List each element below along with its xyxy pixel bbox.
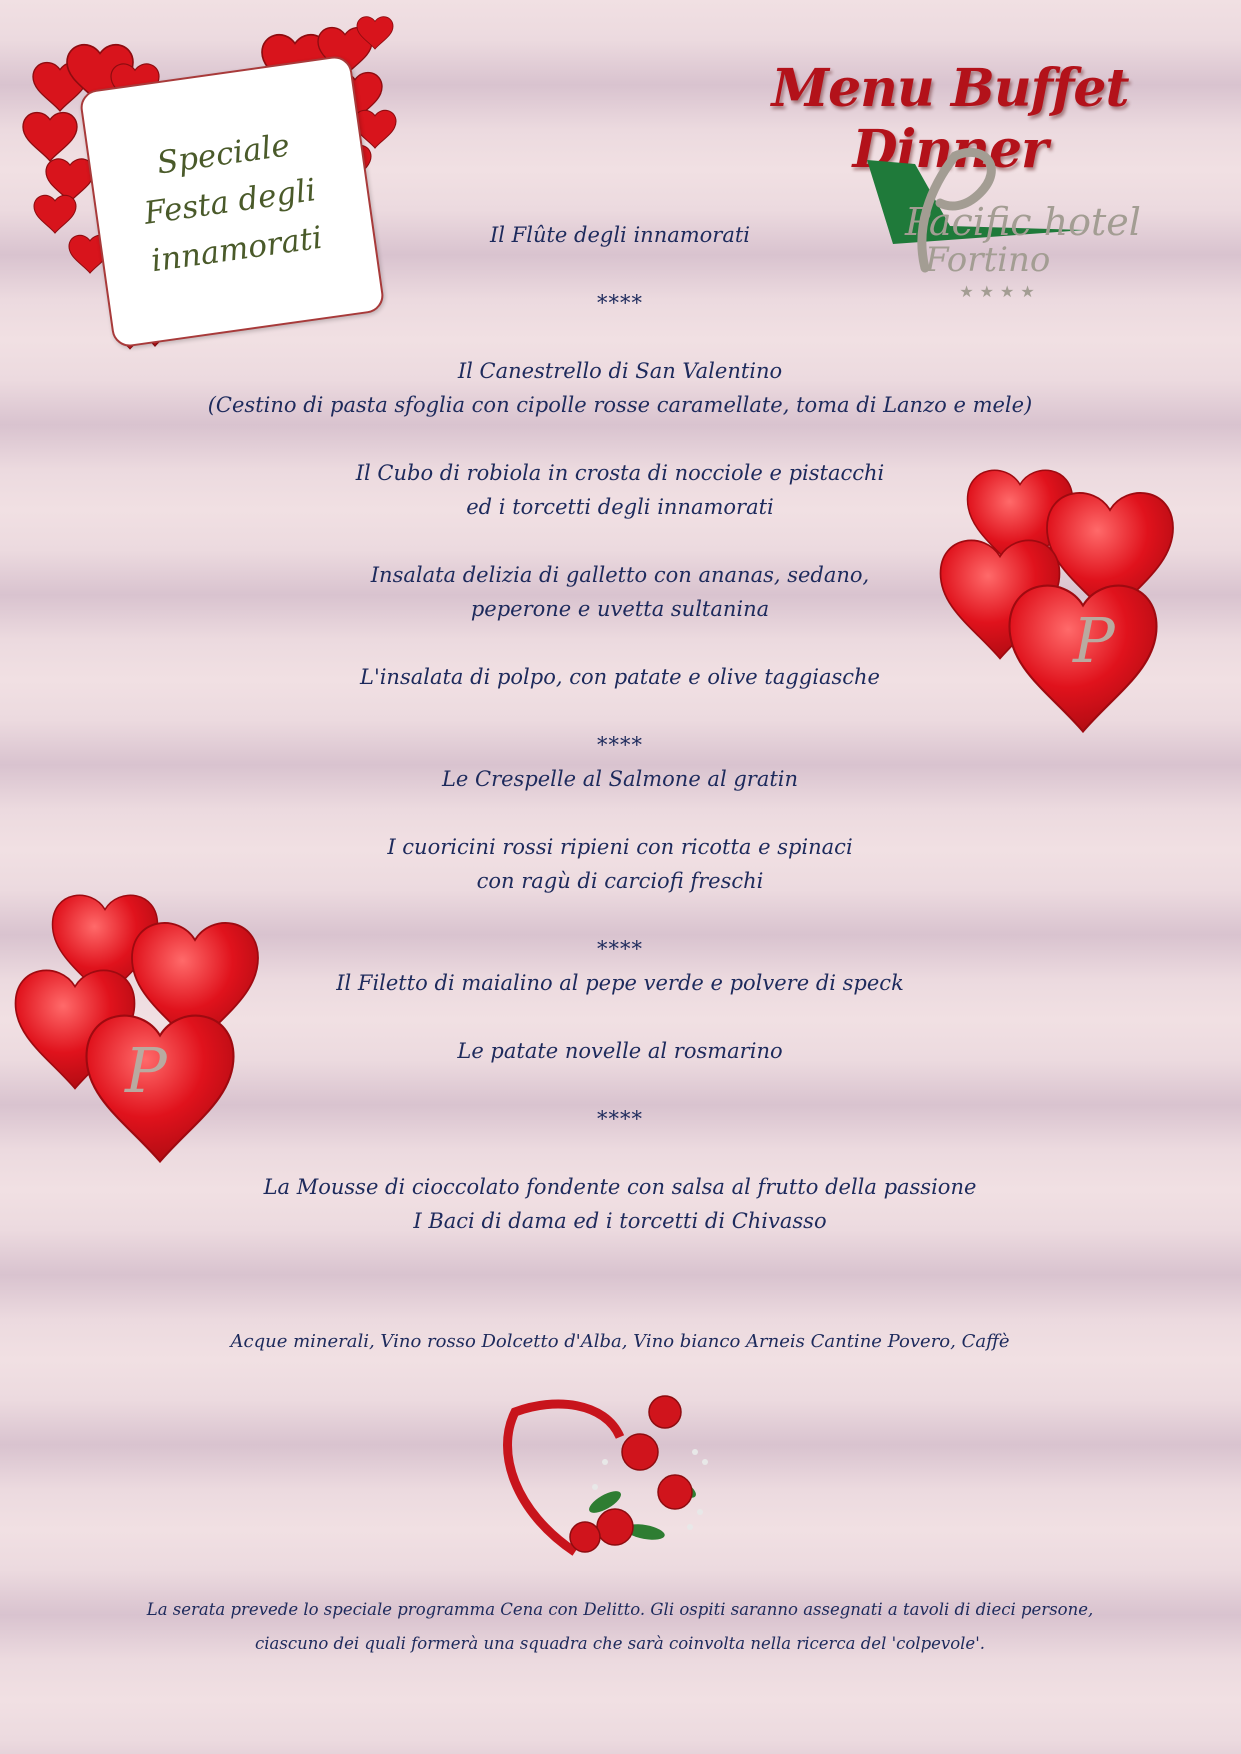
card-line-3: innamorati <box>148 219 325 280</box>
menu-spacer <box>120 796 1120 830</box>
menu-spacer <box>120 1000 1120 1034</box>
menu-spacer <box>120 898 1120 932</box>
menu-separator: **** <box>597 937 643 961</box>
event-note <box>120 1596 1120 1664</box>
menu-item: (Cestino di pasta sfoglia con cipolle rosse caramellate, toma di Lanzo e mele) <box>207 393 1033 417</box>
menu-separator: **** <box>597 291 643 315</box>
menu-spacer <box>120 524 1120 558</box>
menu-spacer <box>120 252 1120 286</box>
menu-separator: **** <box>597 733 643 757</box>
menu-item: Il Cubo di robiola in crosta di nocciole e pistacchi <box>355 461 885 485</box>
menu-title: Menu Buffet Dinner <box>771 58 1129 180</box>
menu-spacer <box>120 1068 1120 1102</box>
menu-item: Insalata delizia di galletto con ananas, sedano, <box>370 563 870 587</box>
menu-separator: **** <box>597 1107 643 1131</box>
menu-item: ed i torcetti degli innamorati <box>466 495 774 519</box>
menu-item: Le Crespelle al Salmone al gratin <box>441 767 799 791</box>
menu-list <box>120 218 1120 1238</box>
menu-spacer <box>120 1136 1120 1170</box>
menu-spacer <box>120 320 1120 354</box>
menu-item: I Baci di dama ed i torcetti di Chivasso <box>413 1209 827 1233</box>
menu-spacer <box>120 626 1120 660</box>
menu-item: peperone e uvetta sultanina <box>470 597 770 621</box>
menu-item: I cuoricini rossi ripieni con ricotta e spinaci <box>387 835 853 859</box>
menu-item: Il Filetto di maialino al pepe verde e polvere di speck <box>336 971 904 995</box>
roses-bouquet-image <box>495 1392 745 1557</box>
card-line-2: Festa degli <box>141 172 319 232</box>
card-line-1: Speciale <box>154 127 292 182</box>
event-note-line-2: ciascuno dei quali formerà una squadra che sarà coinvolta nella ricerca del 'colpevole'. <box>255 1634 985 1653</box>
menu-spacer <box>120 694 1120 728</box>
heart-monogram: P <box>1073 604 1115 677</box>
drinks-line: Acque minerali, Vino rosso Dolcetto d'Alba, Vino bianco Arneis Cantine Povero, Caffè <box>230 1331 1010 1352</box>
menu-item: Le patate novelle al rosmarino <box>457 1039 783 1063</box>
logo-stars: ★★★★ <box>959 282 1041 301</box>
menu-item: Il Flûte degli innamorati <box>489 223 751 247</box>
menu-item: con ragù di carciofi freschi <box>476 869 764 893</box>
logo-subname: Fortino <box>925 240 1051 280</box>
menu-item: La Mousse di cioccolato fondente con salsa al frutto della passione <box>263 1175 977 1199</box>
event-note-line-1: La serata prevede lo speciale programma Cena con Delitto. Gli ospiti saranno assegnati a tavoli di dieci persone, <box>146 1600 1094 1619</box>
logo-name: Pacific hotel <box>905 200 1141 244</box>
menu-spacer <box>120 422 1120 456</box>
menu-item: L'insalata di polpo, con patate e olive taggiasche <box>360 665 880 689</box>
heart-monogram: P <box>125 1034 167 1107</box>
menu-item: Il Canestrello di San Valentino <box>457 359 783 383</box>
